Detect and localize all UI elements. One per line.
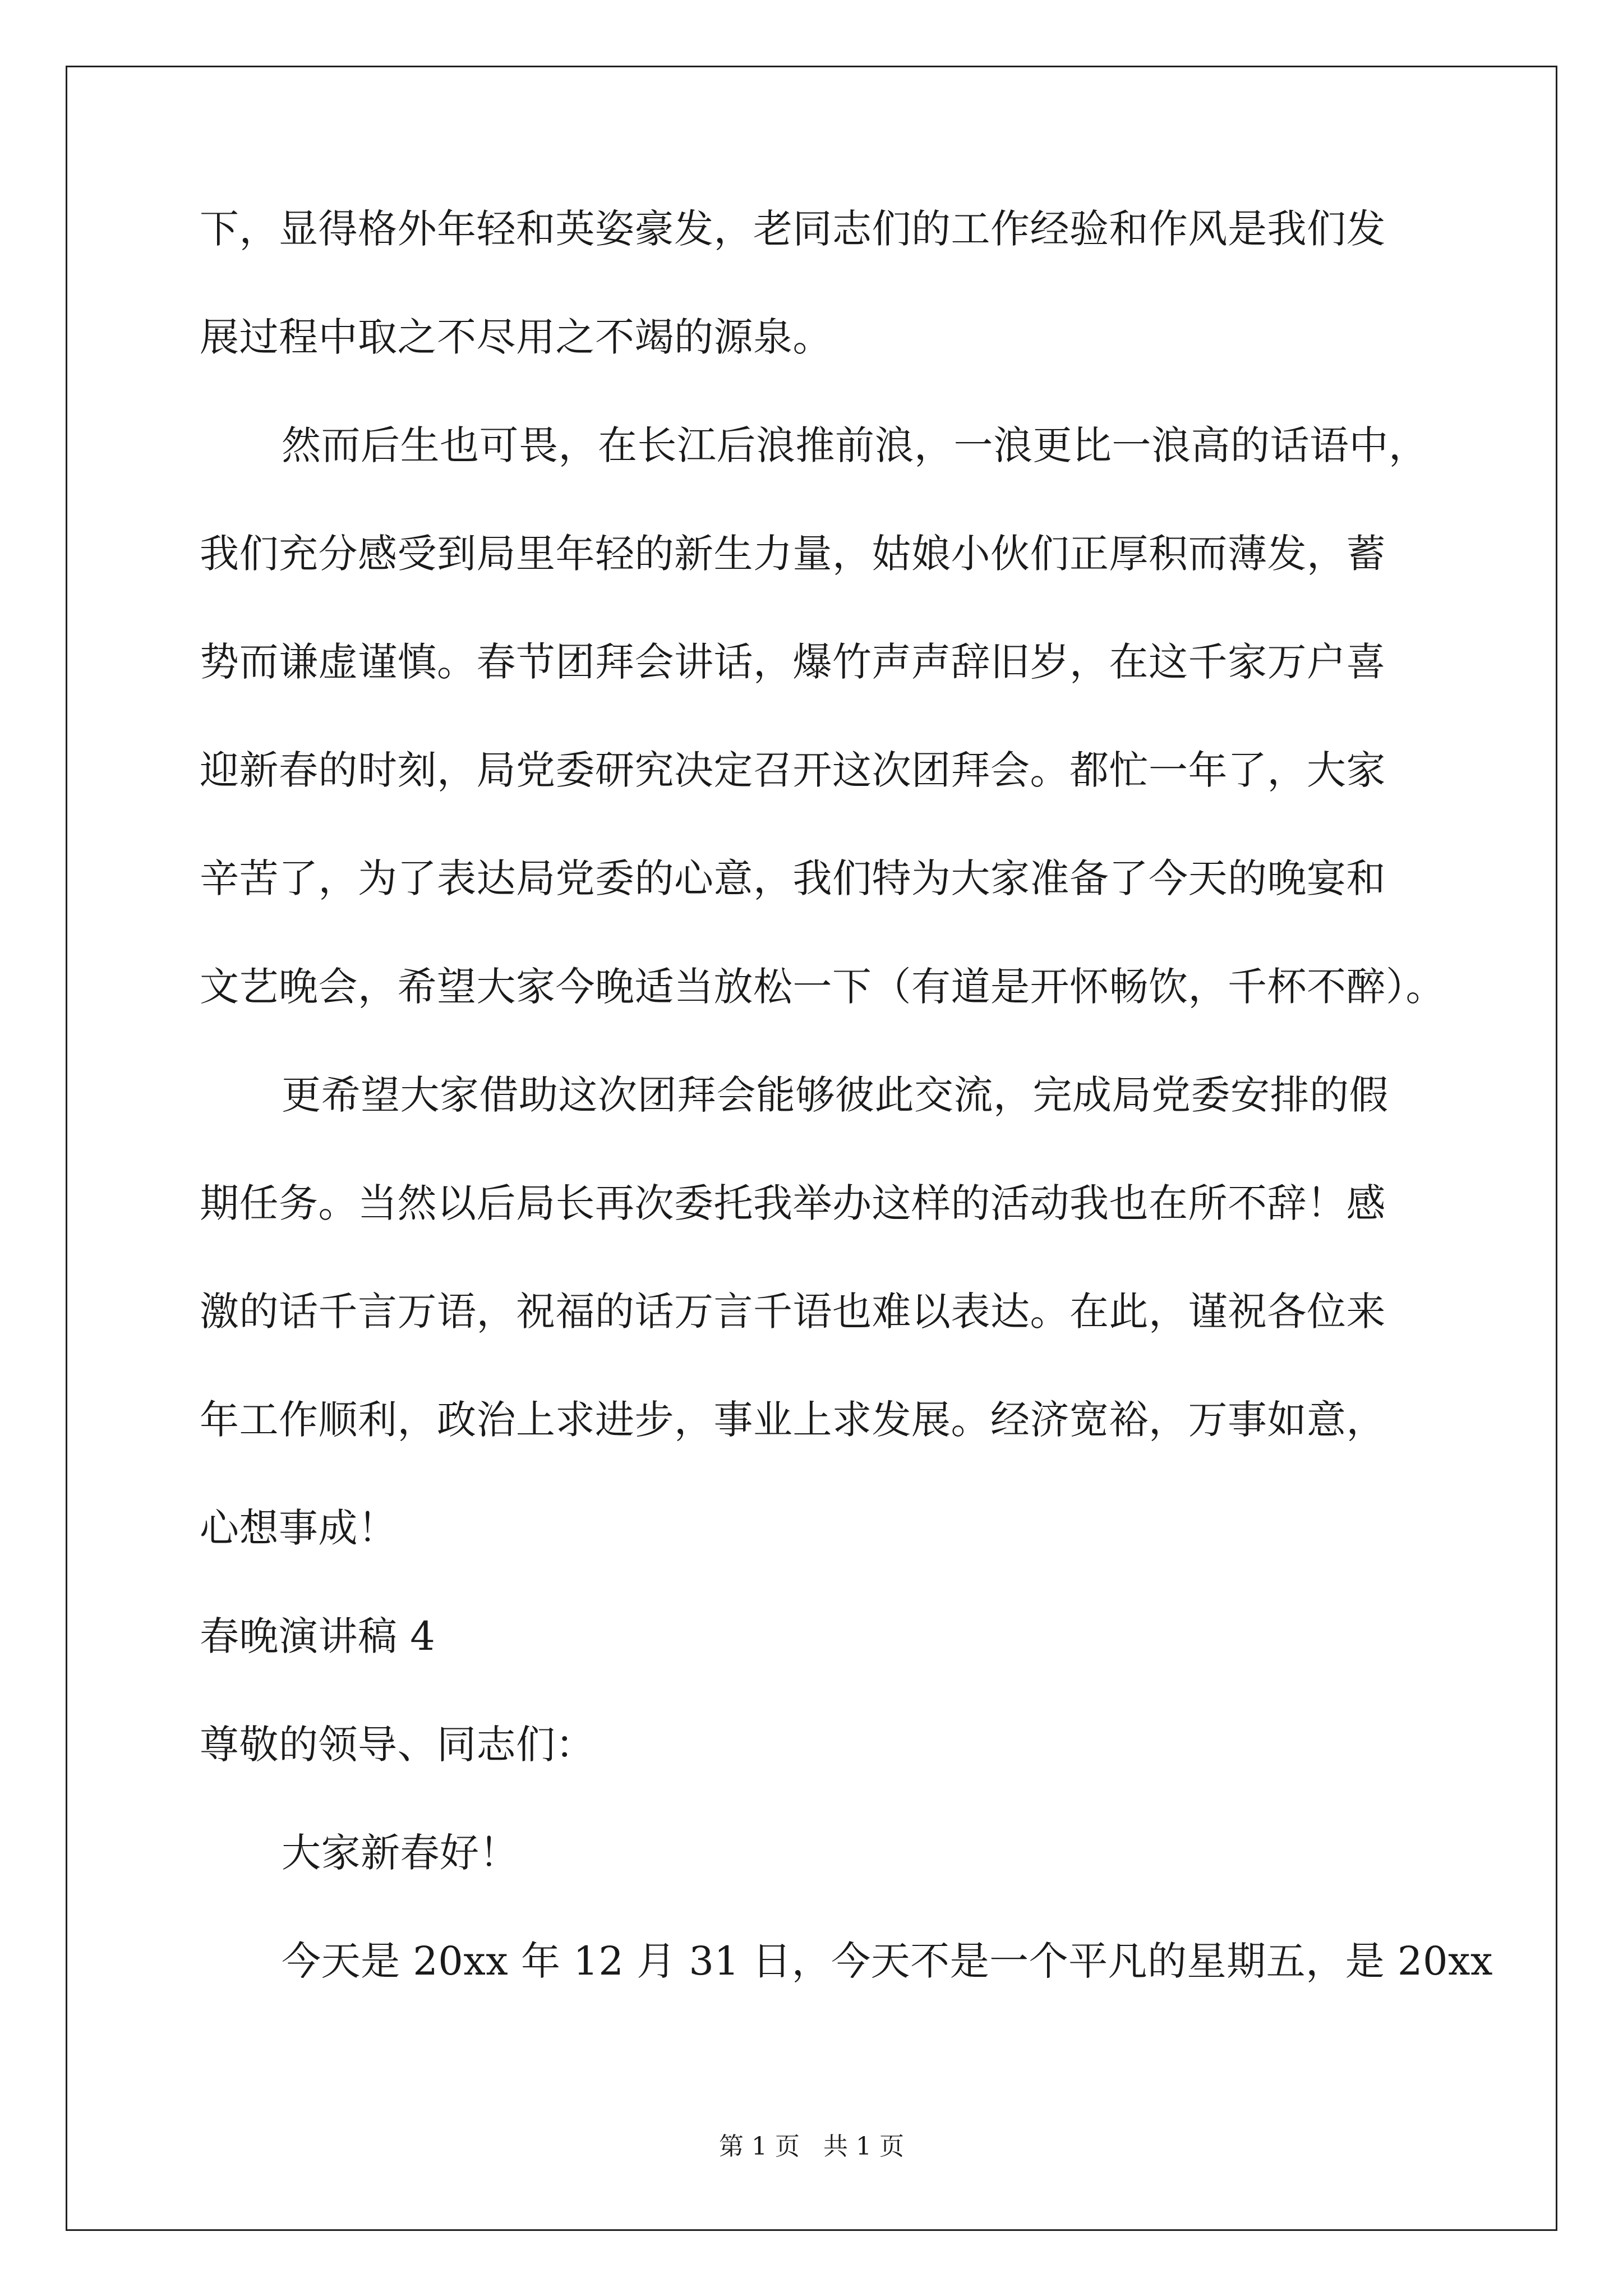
text-line-5: 势而谦虚谨慎。春节团拜会讲话，爆竹声声辞旧岁，在这千家万户喜 (200, 639, 1386, 685)
page-footer: 第 1 页 共 1 页 (719, 2132, 904, 2161)
text-line-4: 我们充分感受到局里年轻的新生力量，姑娘小伙们正厚积而薄发，蓄 (200, 531, 1386, 577)
text-line-2: 展过程中取之不尽用之不竭的源泉。 (200, 314, 832, 360)
text-line-10: 期任务。当然以后局长再次委托我举办这样的活动我也在所不辞！感 (200, 1180, 1386, 1226)
section-title: 春晚演讲稿 4 (200, 1613, 436, 1659)
text-line-7: 辛苦了，为了表达局党委的心意，我们特为大家准备了今天的晚宴和 (200, 855, 1386, 901)
text-line-3: 然而后生也可畏，在长江后浪推前浪，一浪更比一浪高的话语中， (282, 422, 1428, 468)
text-line-9: 更希望大家借助这次团拜会能够彼此交流，完成局党委安排的假 (282, 1072, 1389, 1118)
text-line-13: 心想事成！ (200, 1505, 398, 1551)
text-line-8: 文艺晚会，希望大家今晚适当放松一下（有道是开怀畅饮，千杯不醉）。 (200, 964, 1445, 1010)
page-border (66, 66, 1557, 2231)
text-line-12: 年工作顺利，政治上求进步，事业上求发展。经济宽裕，万事如意， (200, 1397, 1386, 1443)
text-line-11: 激的话千言万语，祝福的话万言千语也难以表达。在此，谨祝各位来 (200, 1289, 1386, 1335)
salutation: 尊敬的领导、同志们： (200, 1722, 595, 1768)
greeting: 大家新春好！ (282, 1830, 519, 1876)
text-line-17: 今天是 20xx 年 12 月 31 日，今天不是一个平凡的星期五，是 20xx (282, 1938, 1493, 1984)
text-line-1: 下，显得格外年轻和英姿豪发，老同志们的工作经验和作风是我们发 (200, 206, 1386, 252)
text-line-6: 迎新春的时刻，局党委研究决定召开这次团拜会。都忙一年了，大家 (200, 747, 1386, 793)
